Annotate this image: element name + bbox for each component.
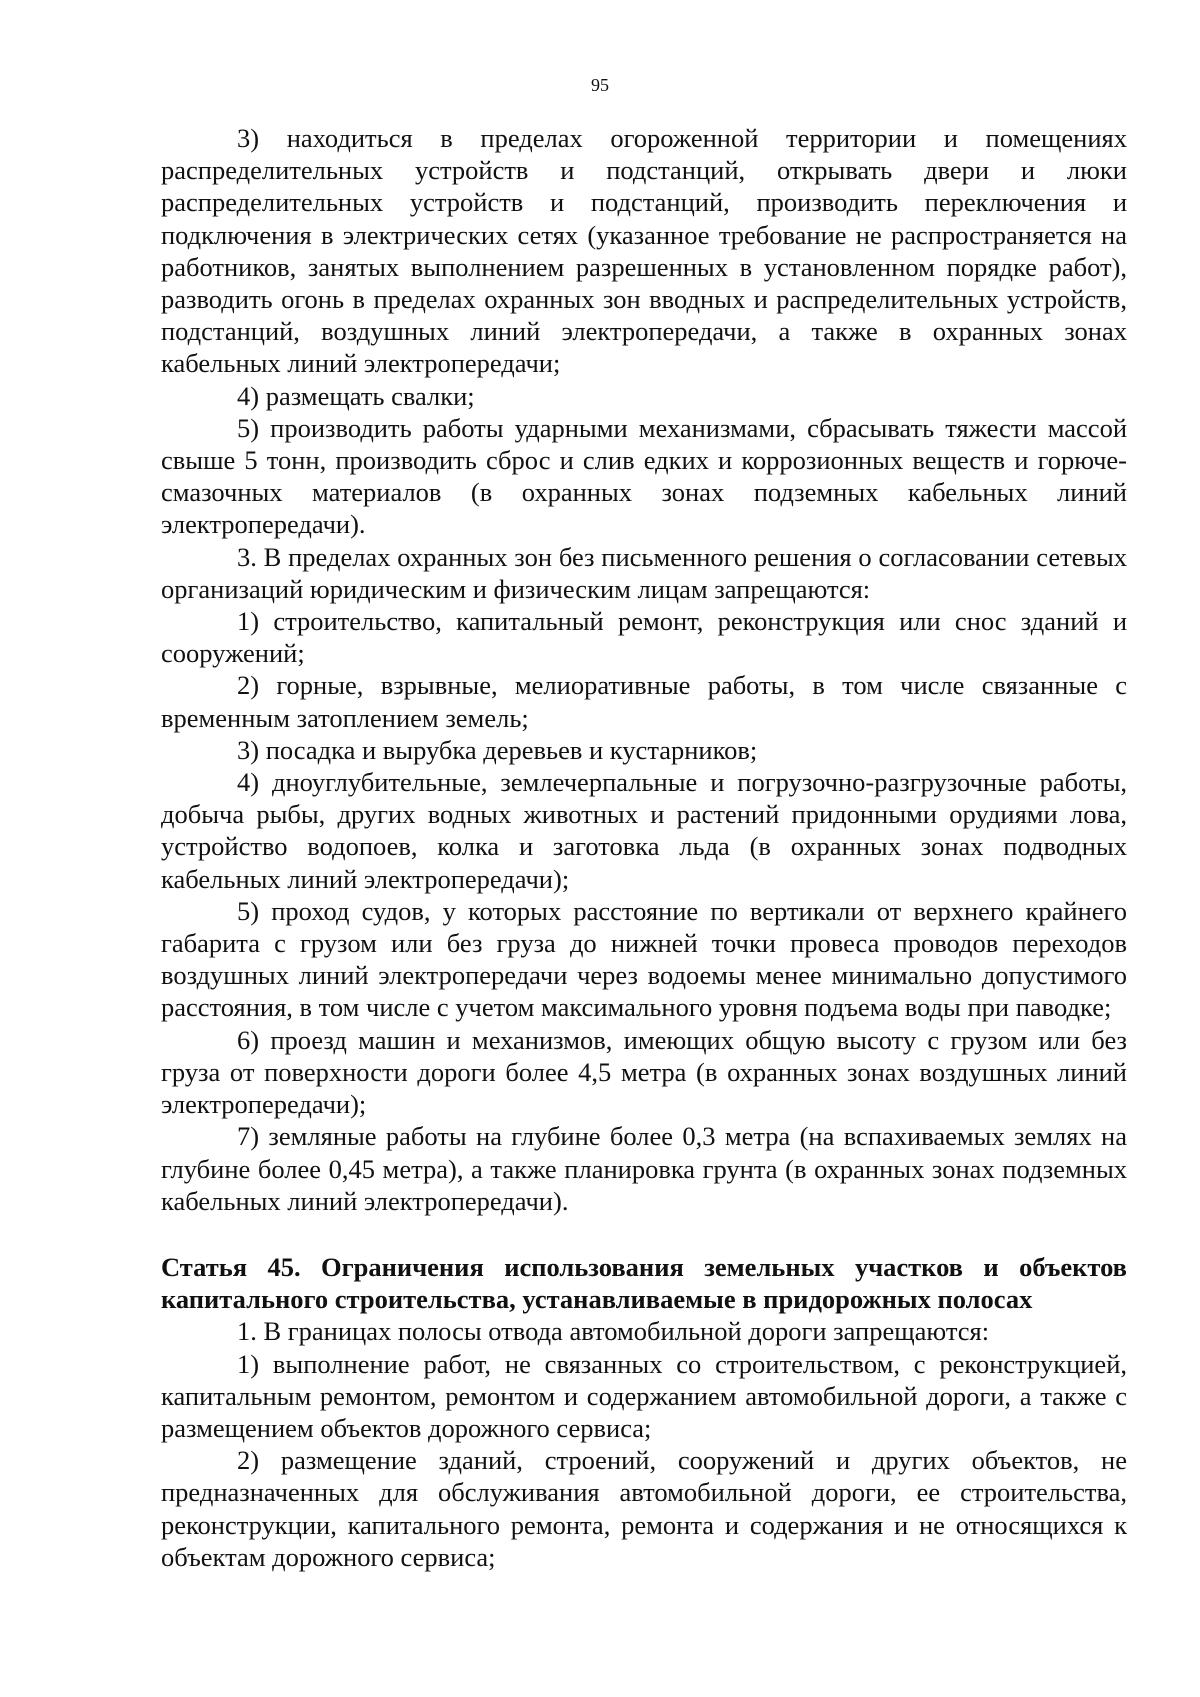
paragraph: 2) размещение зданий, строений, сооружений и других объектов, не предназначенных для обслуживания автомобильной дороги, ее строительства, реконструкции, капитального ремонта, ремонта и содержания и не относящихся к объектам дорожного сервиса; xyxy=(161,1445,1127,1572)
paragraph: 1. В границах полосы отвода автомобильной дороги запрещаются: xyxy=(237,1316,990,1347)
paragraph: 5) производить работы ударными механизмами, сбрасывать тяжести массой свыше 5 тонн, производить сброс и слив едких и коррозионных веществ и горюче-смазочных материалов (в охранных зонах подземных кабельных линий электропередачи). xyxy=(161,412,1127,540)
paragraph: 5) проход судов, у которых расстояние по вертикали от верхнего крайнего габарита с грузом или без груза до нижней точки провеса проводов переходов воздушных линий электропередачи через водоемы менее минимально допустимого расстояния, в том числе с учетом максимального уровня подъема воды при паводке; xyxy=(161,895,1127,1023)
paragraph: 7) земляные работы на глубине более 0,3 метра (на вспахиваемых землях на глубине более 0,45 метра), а также планировка грунта (в охранных зонах подземных кабельных линий электропередачи). xyxy=(161,1121,1127,1216)
paragraph: 1) строительство, капитальный ремонт, реконструкция или снос зданий и сооружений; xyxy=(161,606,1127,669)
page-content xyxy=(161,122,1127,1573)
paragraph: 1) выполнение работ, не связанных со строительством, с реконструкцией, капитальным ремонтом, ремонтом и содержанием автомобильной дороги, а также с размещением объектов дорожного сервиса; xyxy=(161,1348,1127,1443)
paragraph: 4) размещать свалки; xyxy=(237,380,475,411)
paragraph: 3) посадка и вырубка деревьев и кустарников; xyxy=(237,734,758,765)
paragraph: 4) дноуглубительные, землечерпальные и погрузочно-разгрузочные работы, добыча рыбы, других водных животных и растений придонными орудиями лова, устройство водопоев, колка и заготовка льда (в охранных зонах подводных кабельных линий электропередачи); xyxy=(161,767,1127,894)
paragraph: 3. В пределах охранных зон без письменного решения о согласовании сетевых организаций юридическим и физическим лицам запрещаются: xyxy=(161,541,1127,604)
paragraph: 2) горные, взрывные, мелиоративные работы, в том числе связанные с временным затоплением земель; xyxy=(161,670,1127,733)
article-title: Статья 45. Ограничения использования земельных участков и объектов капитального строительства, устанавливаемые в придорожных полосах xyxy=(161,1251,1127,1315)
paragraph: 3) находиться в пределах огороженной территории и помещениях распределительных устройств и подстанций, открывать двери и люки распределительных устройств и подстанций, производить переключения и подключения в электрических сетях (указанное требование не распространяется на работников, занятых выполнением разрешенных в установленном порядке работ), разводить огонь в пределах охранных зон вводных и распределительных устройств, подстанций, воздушных линий электропередачи, а также в охранных зонах кабельных линий электропередачи; xyxy=(161,123,1127,379)
paragraph: 6) проезд машин и механизмов, имеющих общую высоту с грузом или без груза от поверхности дороги более 4,5 метра (в охранных зонах воздушных линий электропередачи); xyxy=(161,1024,1127,1120)
page-number: 95 xyxy=(591,75,609,95)
section-spacer xyxy=(161,1217,1127,1251)
